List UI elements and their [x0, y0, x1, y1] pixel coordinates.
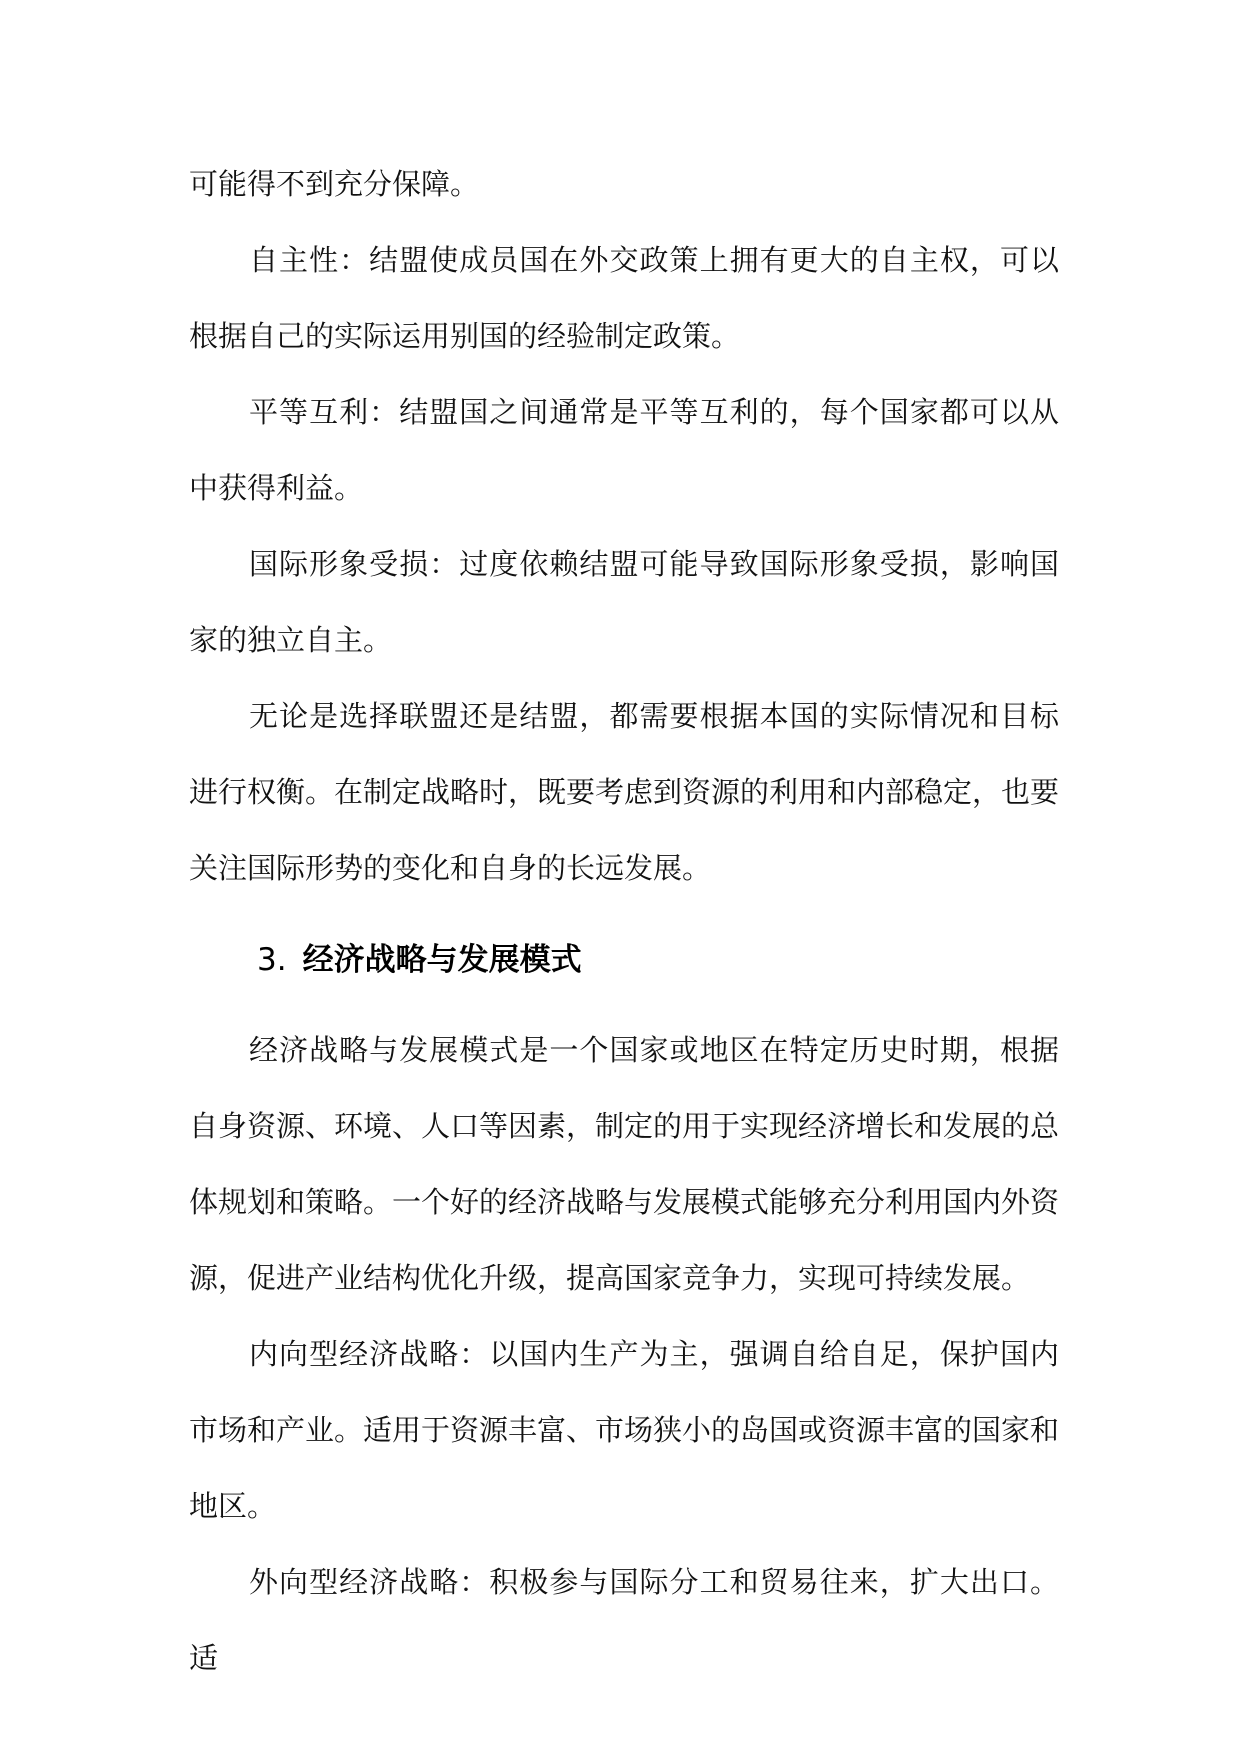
paragraph-inward-strategy: 内向型经济战略：以国内生产为主，强调自给自足，保护国内市场和产业。适用于资源丰富、市场狭小的岛国或资源丰富的国家和地区。: [189, 1337, 1060, 1523]
paragraph-continuation: 可能得不到充分保障。: [189, 167, 480, 201]
section-title: 经济战略与发展模式: [302, 942, 582, 978]
document-body: [189, 146, 1059, 1696]
paragraph-economic-strategy-intro: 经济战略与发展模式是一个国家或地区在特定历史时期，根据自身资源、环境、人口等因素，制定的用于实现经济增长和发展的总体规划和策略。一个好的经济战略与发展模式能够充分利用国内外资源，促进产业结构优化升级，提高国家竞争力，实现可持续发展。: [189, 1033, 1060, 1295]
paragraph-international-image: 国际形象受损：过度依赖结盟可能导致国际形象受损，影响国家的独立自主。: [189, 547, 1059, 657]
paragraph-equality-mutual-benefit: 平等互利：结盟国之间通常是平等互利的，每个国家都可以从中获得利益。: [189, 395, 1059, 505]
section-heading: [189, 932, 1059, 988]
section-number: 3.: [257, 942, 287, 978]
paragraph-outward-strategy: 外向型经济战略：积极参与国际分工和贸易往来，扩大出口。适: [189, 1565, 1059, 1675]
paragraph-autonomy: 自主性：结盟使成员国在外交政策上拥有更大的自主权，可以根据自己的实际运用别国的经验制定政策。: [189, 243, 1059, 353]
paragraph-conclusion: 无论是选择联盟还是结盟，都需要根据本国的实际情况和目标进行权衡。在制定战略时，既要考虑到资源的利用和内部稳定，也要关注国际形势的变化和自身的长远发展。: [189, 699, 1060, 885]
